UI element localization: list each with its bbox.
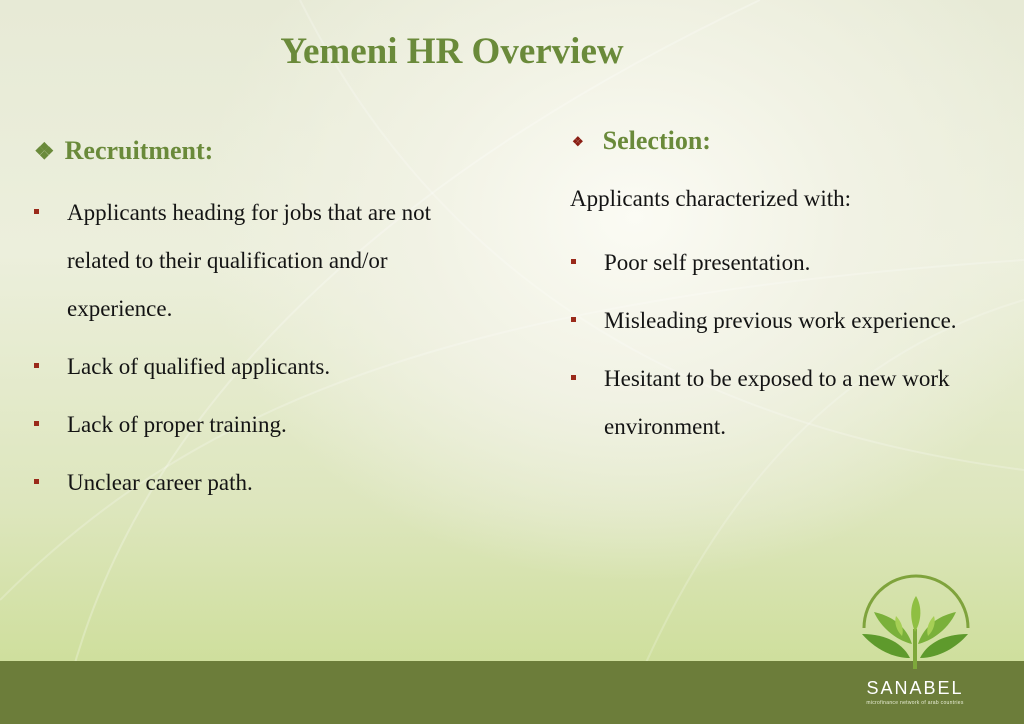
- square-bullet-icon: [571, 317, 576, 322]
- recruitment-heading: [34, 136, 484, 166]
- diamond-bullet-icon: ❖: [34, 138, 55, 164]
- selection-intro: Applicants characterized with:: [570, 186, 851, 211]
- recruitment-list: [34, 189, 484, 507]
- recruitment-heading-label: Recruitment:: [64, 136, 214, 165]
- square-bullet-icon: [571, 375, 576, 380]
- list-item: Poor self presentation.: [570, 239, 990, 287]
- selection-list: [570, 239, 990, 451]
- selection-heading: [570, 126, 990, 156]
- selection-heading-label: Selection:: [602, 126, 711, 155]
- recruitment-section: [34, 136, 484, 517]
- slide-title: Yemeni HR Overview: [280, 31, 624, 72]
- list-item: Lack of proper training.: [34, 401, 484, 449]
- list-item: Applicants heading for jobs that are not related to their qualification and/or experience.: [34, 189, 484, 333]
- list-item: Lack of qualified applicants.: [34, 343, 484, 391]
- square-bullet-icon: [34, 479, 39, 484]
- square-bullet-icon: [34, 421, 39, 426]
- logo-tagline: microfinance network of arab countries: [866, 700, 964, 706]
- logo-name: SANABEL: [866, 678, 964, 698]
- list-item: Hesitant to be exposed to a new work environment.: [570, 355, 990, 451]
- sprout-leaves-icon: [850, 574, 980, 678]
- sanabel-logo: [850, 574, 980, 714]
- square-bullet-icon: [571, 259, 576, 264]
- square-bullet-icon: [34, 209, 39, 214]
- list-item: Unclear career path.: [34, 459, 484, 507]
- square-bullet-icon: [34, 363, 39, 368]
- list-item: Misleading previous work experience.: [570, 297, 990, 345]
- selection-section: [570, 126, 990, 461]
- diamond-bullet-icon: ❖: [572, 133, 584, 149]
